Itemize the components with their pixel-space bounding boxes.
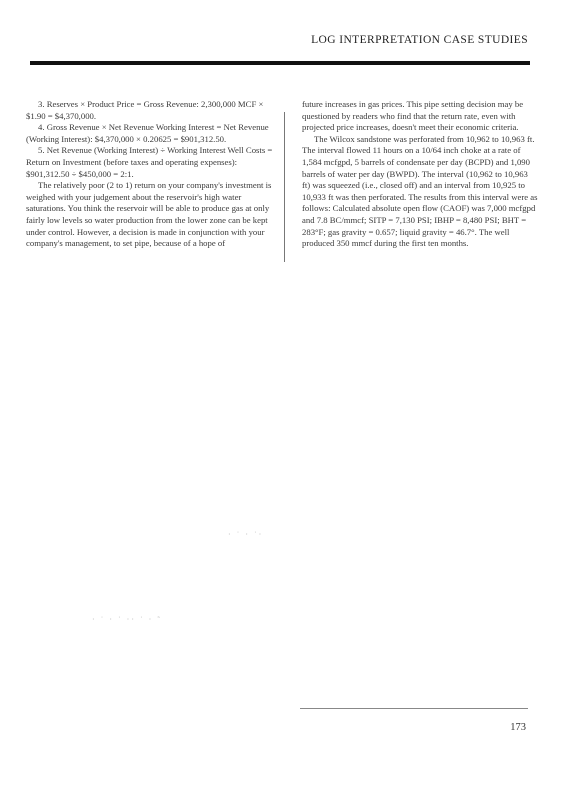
running-head: LOG INTERPRETATION CASE STUDIES xyxy=(311,34,528,46)
scan-speckle: · ˙ · ˙· xyxy=(228,530,264,539)
footer-rule xyxy=(300,708,528,709)
paragraph: 5. Net Revenue (Working Interest) ÷ Working Interest Well Costs = Return on Investment (before taxes and operating expenses): $901,312.50 ÷ $450,000 = 2:1. xyxy=(26,145,273,179)
paragraph: The relatively poor (2 to 1) return on your company's investment is weighed with your judgement about the reservoir's high water saturations. You think the reservoir will be able to produce gas at only fairly low levels so water production from the lower zone can be kept under control. However, a decision is made in conjunction with your company's management, to set pipe, because of a hope of xyxy=(26,180,272,249)
page-number: 173 xyxy=(510,722,526,733)
paragraph: 4. Gross Revenue × Net Revenue Working Interest = Net Revenue (Working Interest): $4,370,000 × 0.20625 = $901,312.50. xyxy=(26,122,269,144)
paragraph: future increases in gas prices. This pipe setting decision may be questioned by readers who find that the return rate, even with projected price increases, doesn't meet their economic criteria. xyxy=(302,99,524,133)
scan-speckle: · ˙ · ˙ ·· ˙ · ˜ xyxy=(92,615,162,624)
header-rule xyxy=(30,61,530,65)
left-column xyxy=(26,99,274,250)
paragraph: 3. Reserves × Product Price = Gross Revenue: 2,300,000 MCF × $1.90 = $4,370,000. xyxy=(26,99,264,121)
right-column xyxy=(302,99,538,250)
column-divider xyxy=(284,112,285,262)
paragraph: The Wilcox sandstone was perforated from 10,962 to 10,963 ft. The interval flowed 11 hours on a 10/64 inch choke at a rate of 1,584 mcfgpd, 5 barrels of condensate per day (BCPD) and 1,090 barrels of water per day (BWPD). The interval (10,962 to 10,963 ft) was squeezed (i.e., closed off) and an interval from 10,925 to 10,933 ft was then perforated. The results from this interval were as follows: Calculated absolute open flow (CAOF) was 7,000 mcfgpd and 7.8 BC/mmcf; SITP = 7,130 PSI; IBHP = 8,480 PSI; BHT = 283°F; gas gravity = 0.657; liquid gravity = 46.7°. The well produced 350 mmcf during the first ten months. xyxy=(302,133,538,249)
